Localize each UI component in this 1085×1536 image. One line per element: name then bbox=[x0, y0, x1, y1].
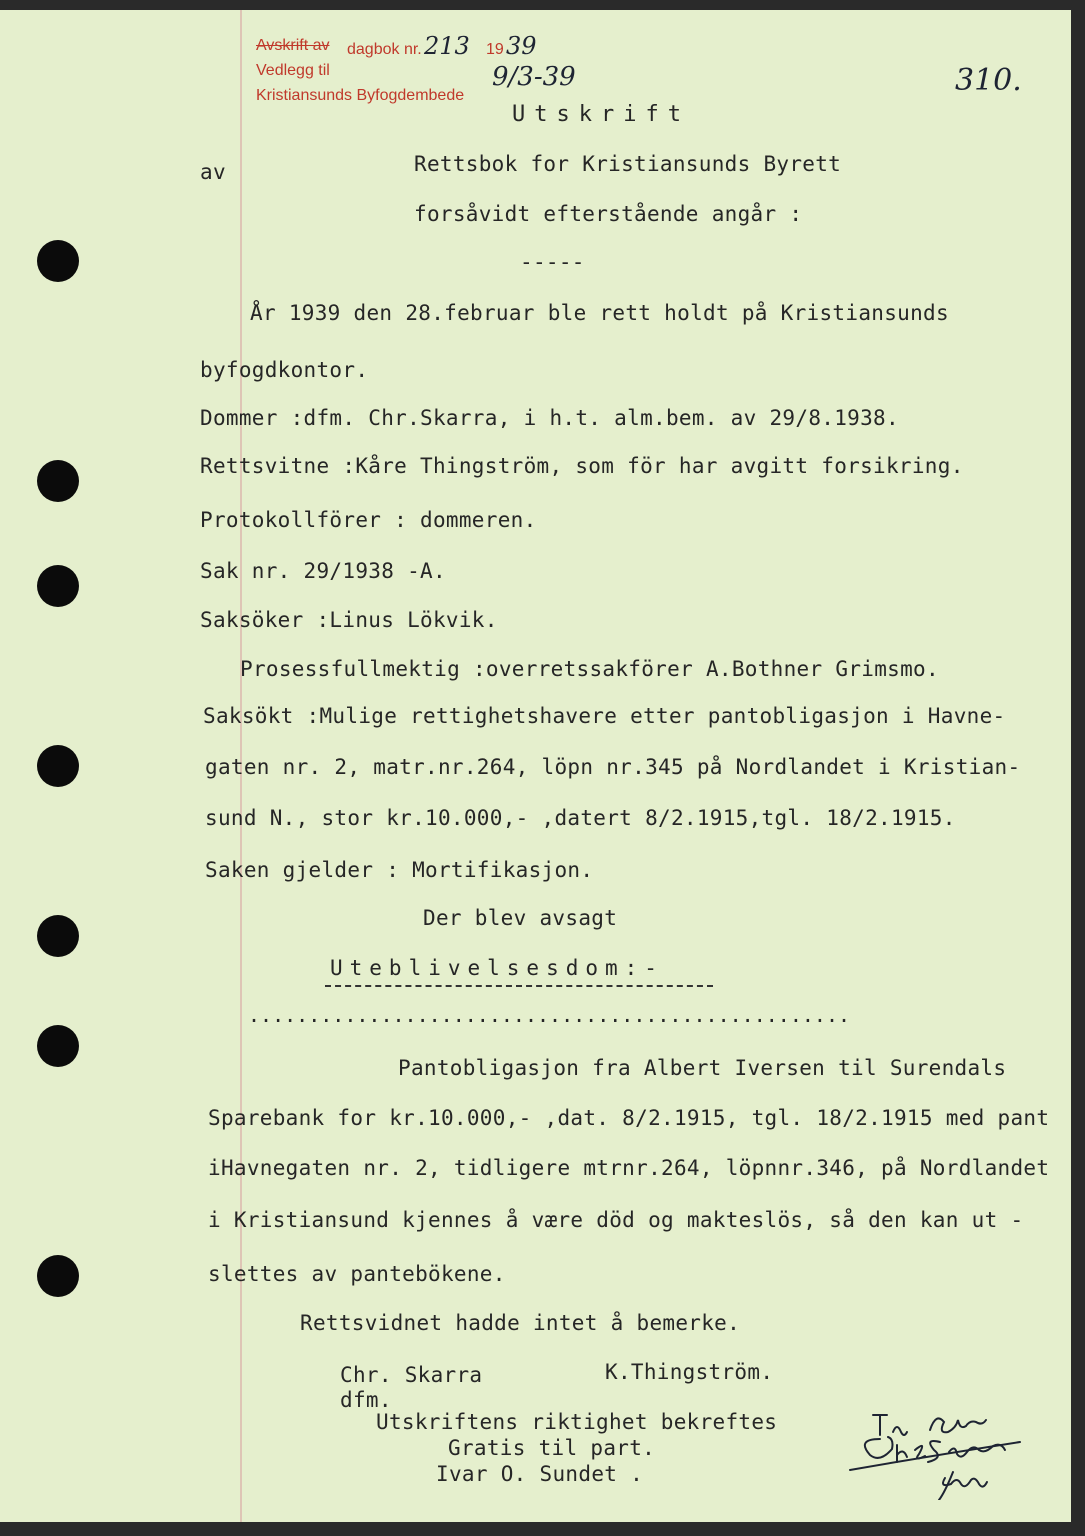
stamp-vedlegg: Vedlegg til bbox=[256, 62, 330, 79]
verdict-title: Uteblivelsesdom:- bbox=[330, 956, 664, 980]
record-line: gaten nr. 2, matr.nr.264, löpn nr.345 på Nordlandet i Kristian- bbox=[205, 755, 1021, 779]
signer-1-title: dfm. bbox=[340, 1388, 392, 1412]
stamp-dagbok: dagbok nr. bbox=[347, 41, 422, 58]
stamp-office: Kristiansunds Byfogdembede bbox=[256, 87, 465, 104]
record-line: År 1939 den 28.februar ble rett holdt på Kristiansunds bbox=[250, 301, 949, 325]
punch-hole bbox=[37, 565, 79, 607]
certification: Utskriftens riktighet bekreftes bbox=[376, 1410, 778, 1434]
punch-hole bbox=[37, 745, 79, 787]
separator: ----- bbox=[520, 250, 585, 274]
record-line: Rettsvitne :Kåre Thingström, som för har avgitt forsikring. bbox=[200, 454, 964, 478]
punch-hole bbox=[37, 460, 79, 502]
punch-hole bbox=[37, 240, 79, 282]
stamp-date: 9/3-39 bbox=[492, 62, 576, 92]
record-line: Prosessfullmektig :overretssakförer A.Bothner Grimsmo. bbox=[240, 657, 939, 681]
record-line: Dommer :dfm. Chr.Skarra, i h.t. alm.bem. av 29/8.1938. bbox=[200, 406, 899, 430]
record-line: byfogdkontor. bbox=[200, 358, 369, 382]
av-label: av bbox=[200, 160, 226, 184]
clerk-name: Ivar O. Sundet . bbox=[436, 1462, 644, 1486]
record-line: Saksökt :Mulige rettighetshavere etter pantobligasjon i Havne- bbox=[203, 704, 1006, 728]
stamp-number: 213 bbox=[424, 32, 470, 60]
page-number: 310. bbox=[955, 63, 1022, 98]
signer-2: K.Thingström. bbox=[605, 1360, 774, 1384]
record-line: Der blev avsagt bbox=[423, 906, 618, 930]
record-line: Saksöker :Linus Lökvik. bbox=[200, 608, 498, 632]
source-line-1: Rettsbok for Kristiansunds Byrett bbox=[414, 152, 842, 176]
record-line: Protokollförer : dommeren. bbox=[200, 508, 537, 532]
body-line: Pantobligasjon fra Albert Iversen til Surendals bbox=[398, 1056, 1007, 1080]
stamp-avskrift: Avskrift av bbox=[256, 37, 330, 54]
body-line: slettes av pantebökene. bbox=[208, 1262, 506, 1286]
scan-edge-bottom bbox=[0, 1522, 1085, 1536]
record-line: Sak nr. 29/1938 -A. bbox=[200, 559, 446, 583]
verdict-underline bbox=[325, 985, 713, 987]
body-line: iHavnegaten nr. 2, tidligere mtrnr.264, löpnnr.346, på Nordlandet bbox=[208, 1156, 1050, 1180]
record-line: sund N., stor kr.10.000,- ,datert 8/2.1915,tgl. 18/2.1915. bbox=[205, 806, 956, 830]
scan-edge-right bbox=[1071, 0, 1085, 1536]
scan-edge-top bbox=[0, 0, 1085, 10]
punch-hole bbox=[37, 915, 79, 957]
remark: Rettsvidnet hadde intet å bemerke. bbox=[300, 1311, 741, 1335]
stamp-year: 39 bbox=[506, 32, 537, 60]
source-line-2: forsåvidt efterstående angår : bbox=[414, 202, 803, 226]
heading: Utskrift bbox=[512, 102, 690, 127]
punch-hole bbox=[37, 1255, 79, 1297]
gratis-note: Gratis til part. bbox=[448, 1436, 656, 1460]
dots-separator: .................................................. bbox=[248, 1003, 851, 1027]
record-line: Saken gjelder : Mortifikasjon. bbox=[205, 858, 594, 882]
handwritten-signature bbox=[845, 1400, 1035, 1500]
body-line: Sparebank for kr.10.000,- ,dat. 8/2.1915, tgl. 18/2.1915 med pant bbox=[208, 1106, 1050, 1130]
signer-1: Chr. Skarra bbox=[340, 1363, 483, 1387]
stamp-year-printed: 19 bbox=[486, 41, 504, 58]
punch-hole bbox=[37, 1025, 79, 1067]
body-line: i Kristiansund kjennes å være död og makteslös, så den kan ut - bbox=[208, 1208, 1024, 1232]
